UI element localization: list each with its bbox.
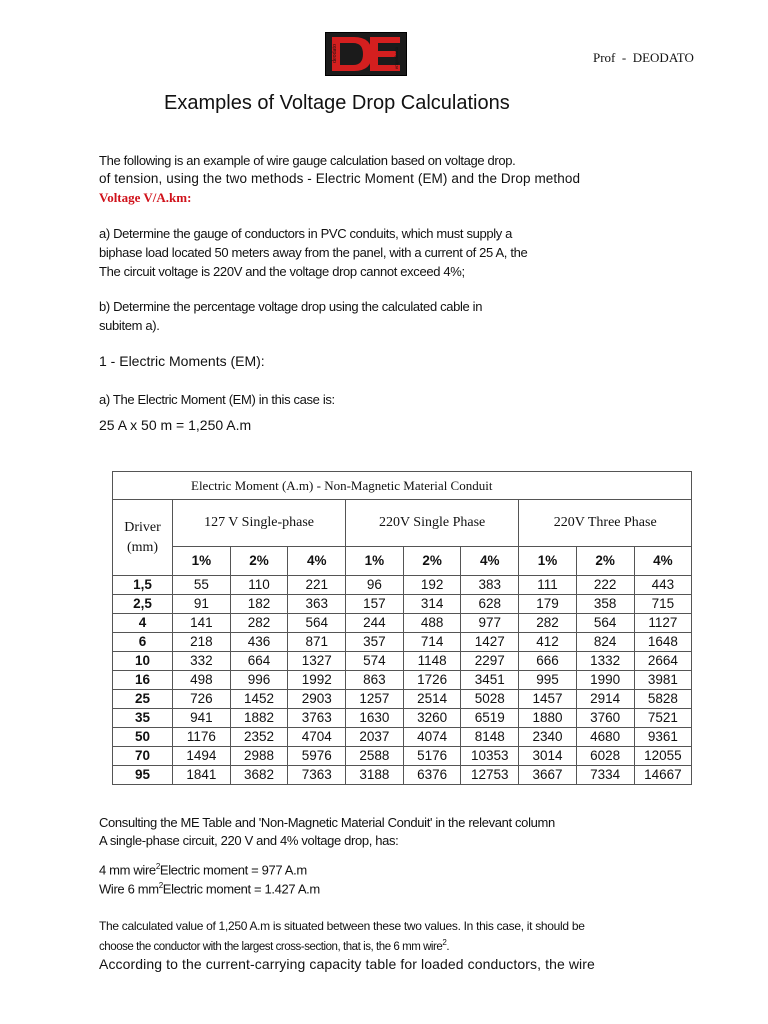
moment-value-cell: 412	[519, 633, 577, 652]
moment-value-cell: 4704	[288, 728, 346, 747]
moment-value-cell: 1494	[173, 747, 231, 766]
moment-value-cell: 2588	[346, 747, 404, 766]
moment-value-cell: 2352	[230, 728, 288, 747]
moment-value-cell: 2903	[288, 690, 346, 709]
moment-value-cell: 714	[403, 633, 461, 652]
moment-value-cell: 4074	[403, 728, 461, 747]
moment-value-cell: 3260	[403, 709, 461, 728]
moment-value-cell: 179	[519, 595, 577, 614]
table-row	[113, 614, 692, 633]
moment-value-cell: 726	[173, 690, 231, 709]
moment-value-cell: 941	[173, 709, 231, 728]
percent-header: 4%	[461, 547, 519, 576]
moment-value-cell: 498	[173, 671, 231, 690]
item-a-line-3: The circuit voltage is 220V and the voltage drop cannot exceed 4%;	[99, 264, 465, 279]
page-title: Examples of Voltage Drop Calculations	[164, 92, 510, 114]
moment-value-cell: 1427	[461, 633, 519, 652]
moment-value-cell: 12055	[634, 747, 692, 766]
moment-value-cell: 488	[403, 614, 461, 633]
moment-value-cell: 564	[576, 614, 634, 633]
moment-value-cell: 443	[634, 576, 692, 595]
moment-value-cell: 2988	[230, 747, 288, 766]
conductor-size-cell: 6	[113, 633, 173, 652]
moment-value-cell: 2037	[346, 728, 404, 747]
moment-value-cell: 7334	[576, 766, 634, 785]
moment-value-cell: 244	[346, 614, 404, 633]
calc-line-2-text: choose the conductor with the largest cross-section, that is, the 6 mm wire	[99, 940, 443, 953]
moment-value-cell: 1841	[173, 766, 231, 785]
electric-moment-table	[112, 471, 692, 784]
moment-value-cell: 1880	[519, 709, 577, 728]
moment-value-cell: 182	[230, 595, 288, 614]
percent-header: 2%	[576, 547, 634, 576]
after-line-1: Consulting the ME Table and 'Non-Magnetic Material Conduit' in the relevant column	[99, 815, 555, 830]
moment-value-cell: 1990	[576, 671, 634, 690]
wire-6mm-moment: Electric moment = 1.427 A.m	[162, 881, 320, 897]
wire-4mm-moment: Electric moment = 977 A.m	[159, 862, 307, 878]
moment-value-cell: 1452	[230, 690, 288, 709]
moment-value-cell: 110	[230, 576, 288, 595]
moment-value-cell: 6519	[461, 709, 519, 728]
group-header: 220V Three Phase	[519, 500, 692, 547]
moment-value-cell: 3981	[634, 671, 692, 690]
moment-value-cell: 1726	[403, 671, 461, 690]
wire-6mm-line	[99, 881, 320, 896]
wire-6mm-label: Wire 6 mm	[99, 881, 159, 897]
moment-value-cell: 383	[461, 576, 519, 595]
moment-value-cell: 977	[461, 614, 519, 633]
moment-value-cell: 3763	[288, 709, 346, 728]
moment-value-cell: 1457	[519, 690, 577, 709]
moment-value-cell: 96	[346, 576, 404, 595]
item-a-line-1: a) Determine the gauge of conductors in PVC conduits, which must supply a	[99, 226, 513, 241]
moment-value-cell: 5176	[403, 747, 461, 766]
moment-value-cell: 3188	[346, 766, 404, 785]
moment-value-cell: 2297	[461, 652, 519, 671]
percent-header: 1%	[173, 547, 231, 576]
moment-value-cell: 222	[576, 576, 634, 595]
moment-value-cell: 5828	[634, 690, 692, 709]
last-line: According to the current-carrying capacity table for loaded conductors, the wire	[99, 956, 595, 972]
moment-value-cell: 863	[346, 671, 404, 690]
percent-header: 4%	[634, 547, 692, 576]
group-header: 127 V Single-phase	[173, 500, 346, 547]
moment-value-cell: 5976	[288, 747, 346, 766]
moment-value-cell: 2914	[576, 690, 634, 709]
item-a-line-2: biphase load located 50 meters away from the panel, with a current of 25 A, the	[99, 245, 528, 260]
section-sub: a) The Electric Moment (EM) in this case is:	[99, 392, 335, 407]
conductor-size-cell: 16	[113, 671, 173, 690]
moment-value-cell: 157	[346, 595, 404, 614]
moment-value-cell: 357	[346, 633, 404, 652]
table-caption: Electric Moment (A.m) - Non-Magnetic Material Conduit	[113, 472, 692, 500]
after-line-2: A single-phase circuit, 220 V and 4% voltage drop, has:	[99, 833, 399, 848]
section-heading: 1 - Electric Moments (EM):	[99, 353, 265, 369]
moment-value-cell: 1648	[634, 633, 692, 652]
conductor-size-cell: 25	[113, 690, 173, 709]
moment-value-cell: 14667	[634, 766, 692, 785]
moment-value-cell: 871	[288, 633, 346, 652]
moment-value-cell: 111	[519, 576, 577, 595]
calc-line-1: The calculated value of 1,250 A.m is situated between these two values. In this case, it should be	[99, 919, 585, 933]
moment-value-cell: 666	[519, 652, 577, 671]
data-table	[112, 471, 692, 785]
conductor-size-cell: 2,5	[113, 595, 173, 614]
moment-value-cell: 332	[173, 652, 231, 671]
percent-header: 2%	[403, 547, 461, 576]
driver-header	[113, 500, 173, 576]
intro-line-2: of tension, using the two methods - Electric Moment (EM) and the Drop method	[99, 171, 581, 186]
moment-value-cell: 8148	[461, 728, 519, 747]
conductor-size-cell: 4	[113, 614, 173, 633]
wire-6mm-sup: 2	[158, 881, 163, 890]
moment-value-cell: 363	[288, 595, 346, 614]
moment-value-cell: 358	[576, 595, 634, 614]
moment-value-cell: 1630	[346, 709, 404, 728]
moment-value-cell: 1332	[576, 652, 634, 671]
moment-value-cell: 1176	[173, 728, 231, 747]
moment-value-cell: 12753	[461, 766, 519, 785]
moment-value-cell: 574	[346, 652, 404, 671]
table-row	[113, 633, 692, 652]
moment-value-cell: 3451	[461, 671, 519, 690]
table-row	[113, 690, 692, 709]
moment-value-cell: 282	[519, 614, 577, 633]
moment-value-cell: 3682	[230, 766, 288, 785]
moment-value-cell: 141	[173, 614, 231, 633]
moment-value-cell: 1992	[288, 671, 346, 690]
moment-value-cell: 1148	[403, 652, 461, 671]
item-b-line-1: b) Determine the percentage voltage drop using the calculated cable in	[99, 299, 483, 314]
table-row	[113, 766, 692, 785]
formula: 25 A x 50 m = 1,250 A.m	[99, 417, 252, 433]
svg-text:deodato: deodato	[332, 44, 338, 63]
conductor-size-cell: 50	[113, 728, 173, 747]
moment-value-cell: 1127	[634, 614, 692, 633]
group-header: 220V Single Phase	[346, 500, 519, 547]
moment-value-cell: 2664	[634, 652, 692, 671]
wire-4mm-sup: 2	[155, 862, 160, 871]
moment-value-cell: 3667	[519, 766, 577, 785]
table-row	[113, 652, 692, 671]
svg-text:engenharia: engenharia	[395, 47, 400, 69]
moment-value-cell: 564	[288, 614, 346, 633]
table-body	[113, 576, 692, 785]
moment-value-cell: 10353	[461, 747, 519, 766]
moment-value-cell: 7363	[288, 766, 346, 785]
table-row	[113, 747, 692, 766]
conductor-size-cell: 95	[113, 766, 173, 785]
calc-line-2-sup: 2	[442, 938, 447, 947]
calc-line-2	[99, 938, 449, 953]
percent-header: 4%	[288, 547, 346, 576]
conductor-size-cell: 70	[113, 747, 173, 766]
conductor-size-cell: 1,5	[113, 576, 173, 595]
moment-value-cell: 55	[173, 576, 231, 595]
moment-value-cell: 2340	[519, 728, 577, 747]
moment-value-cell: 1882	[230, 709, 288, 728]
moment-value-cell: 715	[634, 595, 692, 614]
moment-value-cell: 5028	[461, 690, 519, 709]
intro-line-3-highlight: Voltage V/A.km:	[99, 190, 192, 205]
moment-value-cell: 9361	[634, 728, 692, 747]
table-row	[113, 671, 692, 690]
moment-value-cell: 91	[173, 595, 231, 614]
table-row	[113, 595, 692, 614]
item-b-line-2: subitem a).	[99, 318, 160, 333]
driver-label: Driver	[124, 519, 161, 535]
moment-value-cell: 4680	[576, 728, 634, 747]
moment-value-cell: 995	[519, 671, 577, 690]
moment-value-cell: 218	[173, 633, 231, 652]
moment-value-cell: 6376	[403, 766, 461, 785]
moment-value-cell: 436	[230, 633, 288, 652]
moment-value-cell: 664	[230, 652, 288, 671]
wire-4mm-label: 4 mm wire	[99, 862, 156, 878]
moment-value-cell: 282	[230, 614, 288, 633]
percent-header: 1%	[519, 547, 577, 576]
moment-value-cell: 824	[576, 633, 634, 652]
moment-value-cell: 192	[403, 576, 461, 595]
moment-value-cell: 314	[403, 595, 461, 614]
conductor-size-cell: 10	[113, 652, 173, 671]
calc-line-2-end: .	[446, 940, 450, 953]
moment-value-cell: 3760	[576, 709, 634, 728]
moment-value-cell: 628	[461, 595, 519, 614]
percent-header: 2%	[230, 547, 288, 576]
table-row	[113, 576, 692, 595]
moment-value-cell: 221	[288, 576, 346, 595]
moment-value-cell: 1257	[346, 690, 404, 709]
moment-value-cell: 7521	[634, 709, 692, 728]
intro-line-1: The following is an example of wire gauge calculation based on voltage drop.	[99, 153, 516, 168]
moment-value-cell: 6028	[576, 747, 634, 766]
table-row	[113, 728, 692, 747]
table-row	[113, 709, 692, 728]
author-label: Prof - DEODATO	[593, 50, 694, 65]
conductor-size-cell: 35	[113, 709, 173, 728]
moment-value-cell: 996	[230, 671, 288, 690]
moment-value-cell: 2514	[403, 690, 461, 709]
wire-4mm-line	[99, 862, 307, 877]
company-logo	[325, 32, 407, 76]
driver-unit: (mm)	[126, 539, 159, 555]
percent-header: 1%	[346, 547, 404, 576]
moment-value-cell: 1327	[288, 652, 346, 671]
moment-value-cell: 3014	[519, 747, 577, 766]
